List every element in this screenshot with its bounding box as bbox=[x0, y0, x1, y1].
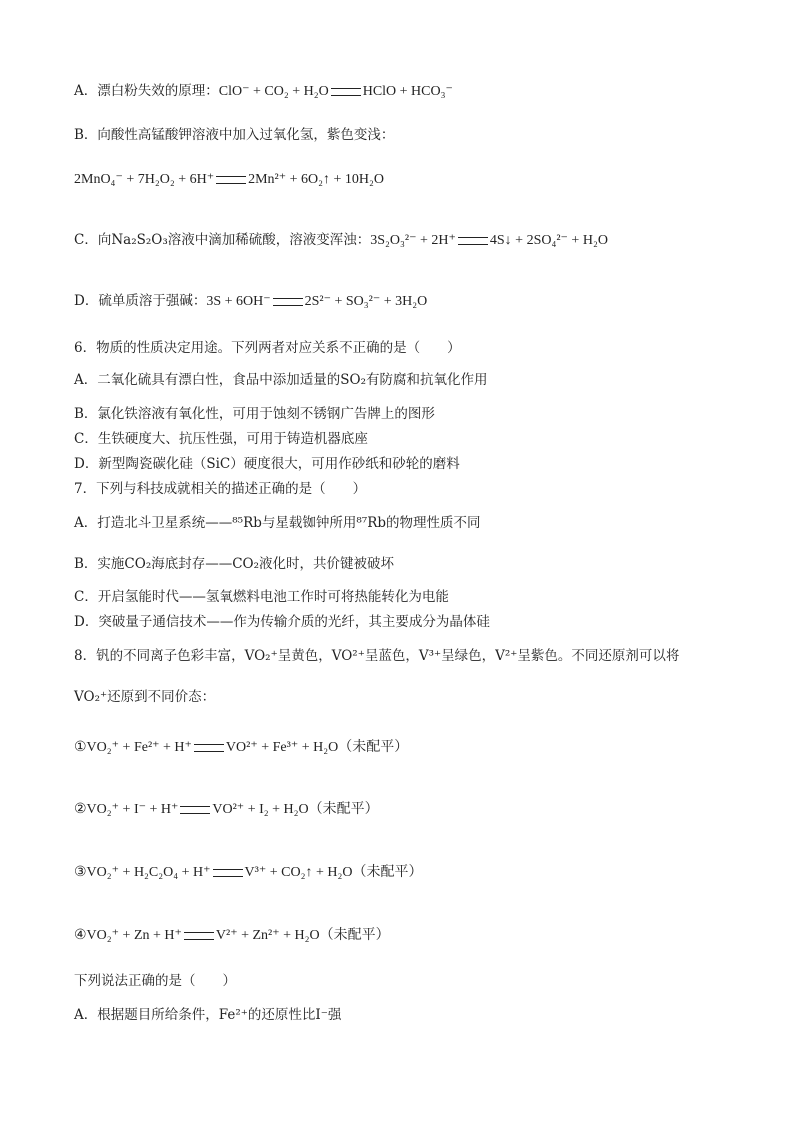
reaction-4 bbox=[74, 926, 390, 945]
reaction-left: ④VO₂⁺ + Zn + H⁺ bbox=[74, 928, 182, 943]
equals-arrow bbox=[273, 298, 303, 306]
option-b-equation bbox=[74, 170, 384, 189]
equation-right: 2Mn²⁺ + 6O₂↑ + 10H₂O bbox=[248, 172, 385, 187]
reaction-right: VO²⁺ + I₂ + H₂O（未配平） bbox=[212, 802, 379, 817]
reaction-2 bbox=[74, 800, 379, 819]
equation-right: 4S↓ + 2SO₄²⁻ + H₂O bbox=[489, 233, 608, 248]
reaction-right: V³⁺ + CO₂↑ + H₂O（未配平） bbox=[244, 865, 423, 880]
question-7-option-a: A．打造北斗卫星系统——⁸⁵Rb与星载铷钟所用⁸⁷Rb的物理性质不同 bbox=[74, 515, 481, 531]
equation-left: 3S₂O₃²⁻ + 2H⁺ bbox=[370, 233, 456, 248]
question-8-stem-continued: VO₂⁺还原到不同价态： bbox=[74, 689, 216, 705]
equals-arrow bbox=[180, 806, 210, 814]
reaction-left: ②VO₂⁺ + I⁻ + H⁺ bbox=[74, 802, 179, 817]
question-7-option-d: D．突破量子通信技术——作为传输介质的光纤，其主要成分为晶体硅 bbox=[74, 614, 490, 630]
equation-right: 2S²⁻ + SO₃²⁻ + 3H₂O bbox=[304, 294, 428, 309]
option-a bbox=[74, 82, 453, 101]
option-c-label: C．向Na₂S₂O₃溶液中滴加稀硫酸，溶液变浑浊： bbox=[74, 232, 371, 248]
option-a-label: A．漂白粉失效的原理： bbox=[74, 83, 219, 99]
question-8-stem: 8．钒的不同离子色彩丰富，VO₂⁺呈黄色，VO²⁺呈蓝色，V³⁺呈绿色，V²⁺呈紫色。不同还原剂可以将 bbox=[74, 648, 680, 664]
reaction-3 bbox=[74, 863, 422, 882]
question-6-option-b: B．氯化铁溶液有氧化性，可用于蚀刻不锈钢广告牌上的图形 bbox=[74, 406, 435, 422]
question-6-stem: 6．物质的性质决定用途。下列两者对应关系不正确的是（ ） bbox=[74, 340, 461, 356]
equation-left: 3S + 6OH⁻ bbox=[206, 294, 271, 309]
equals-arrow bbox=[331, 88, 361, 96]
question-8-option-a: A．根据题目所给条件，Fe²⁺的还原性比I⁻强 bbox=[74, 1007, 342, 1023]
question-6-option-d: D．新型陶瓷碳化硅（SiC）硬度很大，可用作砂纸和砂轮的磨料 bbox=[74, 456, 460, 472]
option-c bbox=[74, 231, 608, 250]
equals-arrow bbox=[184, 932, 214, 940]
question-7-option-b: B．实施CO₂海底封存——CO₂液化时，共价键被破坏 bbox=[74, 556, 395, 572]
reaction-right: V²⁺ + Zn²⁺ + H₂O（未配平） bbox=[215, 928, 390, 943]
option-d-label: D．硫单质溶于强碱： bbox=[74, 293, 207, 309]
reaction-1 bbox=[74, 738, 408, 757]
option-b-text: B．向酸性高锰酸钾溶液中加入过氧化氢，紫色变浅： bbox=[74, 127, 395, 143]
question-7-option-c: C．开启氢能时代——氢氧燃料电池工作时可将热能转化为电能 bbox=[74, 589, 449, 605]
reaction-left: ③VO₂⁺ + H₂C₂O₄ + H⁺ bbox=[74, 865, 211, 880]
option-d bbox=[74, 292, 427, 311]
equation-left: ClO⁻ + CO₂ + H₂O bbox=[218, 84, 329, 99]
question-6-option-c: C．生铁硬度大、抗压性强，可用于铸造机器底座 bbox=[74, 431, 368, 447]
equation-right: HClO + HCO₃⁻ bbox=[362, 84, 453, 99]
equation-left: 2MnO₄⁻ + 7H₂O₂ + 6H⁺ bbox=[74, 172, 215, 187]
equals-arrow bbox=[216, 176, 246, 184]
question-6-option-a: A．二氧化硫具有漂白性，食品中添加适量的SO₂有防腐和抗氧化作用 bbox=[74, 372, 488, 388]
question-8-ask: 下列说法正确的是（ ） bbox=[74, 973, 236, 989]
equals-arrow bbox=[194, 744, 224, 752]
question-7-stem: 7．下列与科技成就相关的描述正确的是（ ） bbox=[74, 481, 367, 497]
reaction-right: VO²⁺ + Fe³⁺ + H₂O（未配平） bbox=[225, 740, 409, 755]
equals-arrow bbox=[213, 869, 243, 877]
equals-arrow bbox=[458, 237, 488, 245]
reaction-left: ①VO₂⁺ + Fe²⁺ + H⁺ bbox=[74, 740, 192, 755]
